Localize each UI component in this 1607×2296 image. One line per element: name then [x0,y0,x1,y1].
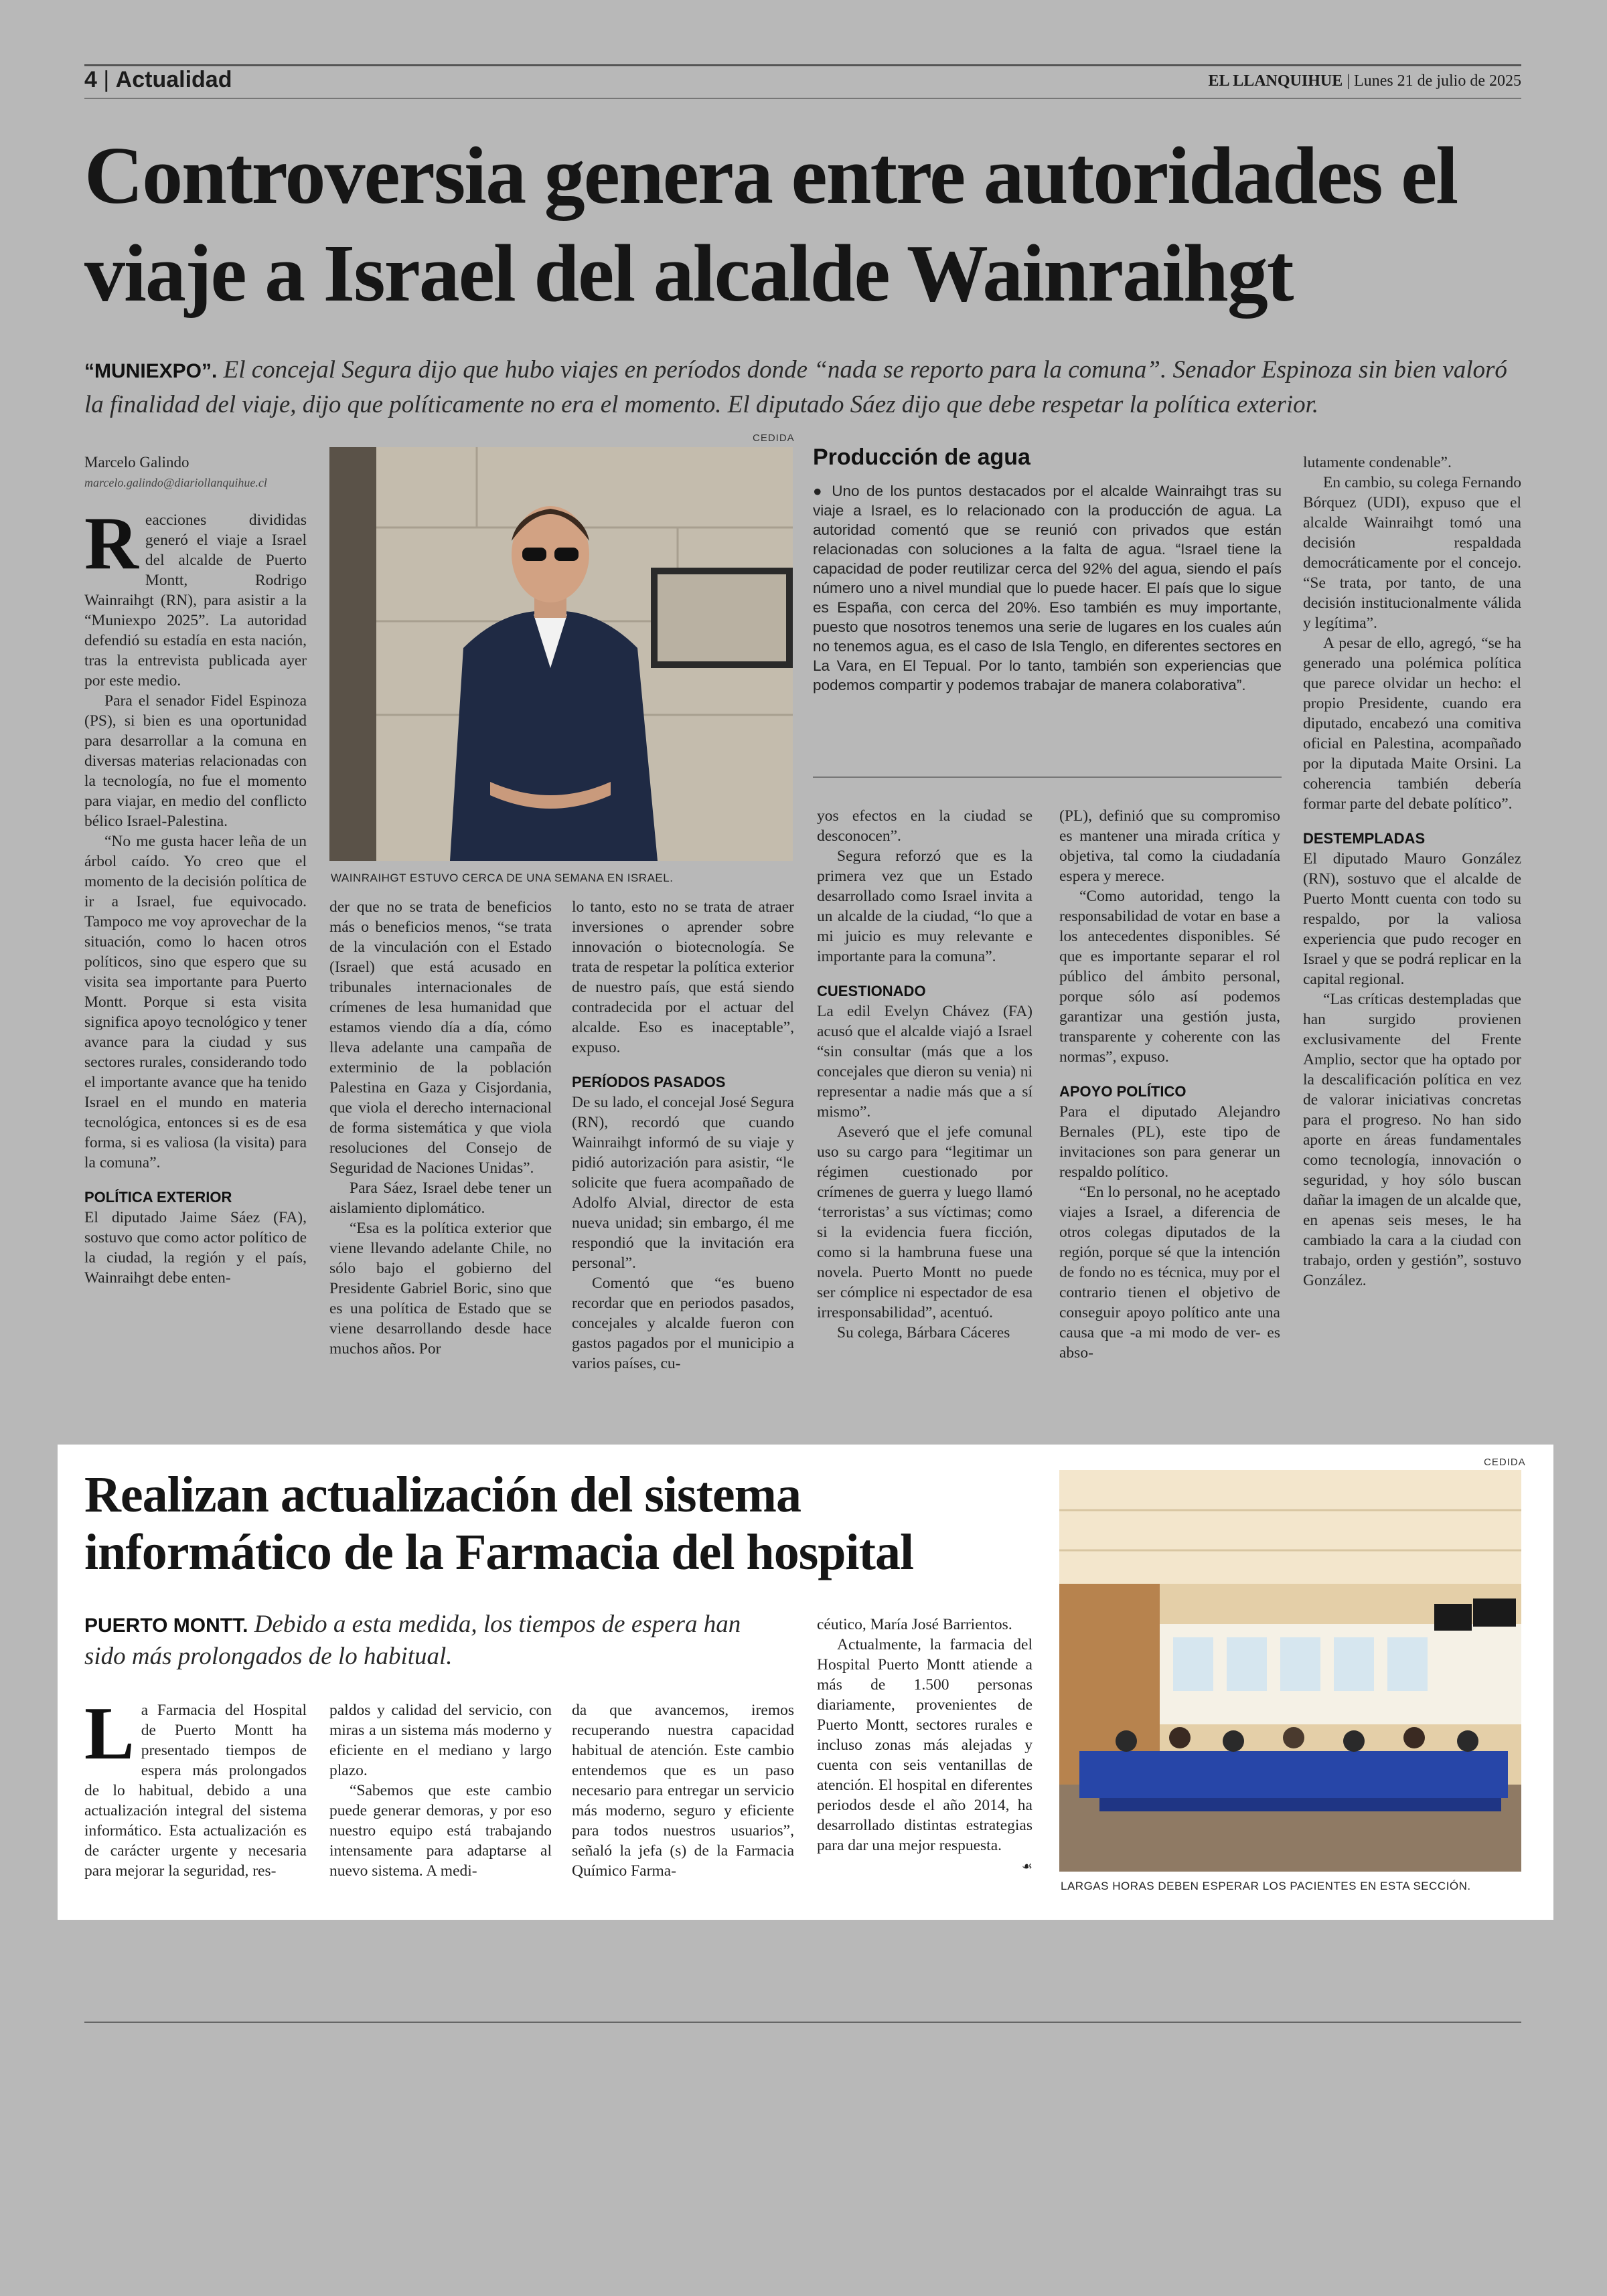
sidebar-divider [813,776,1282,778]
article-headline: Controversia genera entre autoridades el viaje a Israel del alcalde Wainraihgt [84,131,1458,319]
paragraph: Segura reforzó que es la primera vez que un Estado desarrollado como Israel invita a un alcalde de la ciudad, “lo que a mi juicio es muy relevante e importante para la comuna”. [817,847,1032,965]
pharmacy-waiting-room-photo [1059,1470,1521,1872]
article-column-5 [1059,806,1280,1363]
paragraph: lutamente condenable”. [1303,454,1452,471]
pharmacy-photo-caption: LARGAS HORAS DEBEN ESPERAR LOS PACIENTES EN ESTA SECCIÓN. [1061,1880,1471,1892]
paragraph: céutico, María José Barrientos. [817,1616,1012,1633]
paragraph: La edil Evelyn Chávez (FA) acusó que el alcalde viajó a Israel “sin consultar (más que a los concejales que dieron su venia) ni representar a nadie más que a sí mismo”. [817,1003,1032,1121]
subheading: POLÍTICA EXTERIOR [84,1189,232,1206]
sidebar-water [813,444,1282,695]
masthead-info: EL LLANQUIHUE | Lunes 21 de julio de 2025 [1208,72,1521,90]
article-deck [84,353,1531,422]
paragraph: eacciones divididas generó el viaje a Israel del alcalde de Puerto Montt, Rodrigo Wainraihgt (RN), para asistir a la “Muniexpo 2025”. La autoridad defendió su estadía en esta nación, tras la entrevista publicada ayer por este medio. [84,511,307,689]
paragraph: A pesar de ello, agregó, “se ha generado una polémica política que parece olvidar un hecho: el propio Presidente, cuando era diputado, encabezó una comitiva oficial en Palestina, acompañado por la diputada Maite Orsini. La coherencia también debería formar parte del debate político”. [1303,635,1521,813]
paragraph: “Las críticas destempladas que han surgido provienen exclusivamente del Frente Amplio, sector que ha optado por la descalificación política en vez de valorar iniciativas concretas para el progreso. No han sido aporte en áreas fundamentales como tecnología, innovación o seguridad, y hoy sólo buscan dañar la imagen de un alcalde que, en apenas seis meses, le ha cambiado la cara a la ciudad con trabajo, orden y gestión”, sostuvo González. [1303,991,1521,1289]
newspaper-name: EL LLANQUIHUE [1208,72,1343,90]
paragraph: Para el senador Fidel Espinoza (PS), si bien es una oportunidad para desarrollar a la comuna en diversas materias relacionadas con la tecnología, no fue el momento para viajar, en medio del conflicto bélico Israel-Palestina. [84,692,307,830]
paragraph: Comentó que “es bueno recordar que en periodos pasados, concejales y alcalde fueron con gastos pagados por el municipio a varios países, cu- [572,1275,794,1372]
paragraph: da que avancemos, iremos recuperando nuestra capacidad habitual de atención. Este cambio entendemos que es un paso necesario para entregar un servicio más moderno, seguro y eficiente para todos nuestros usuarios”, señaló la jefa (s) de la Farmacia Químico Farma- [572,1702,794,1880]
mayor-illustration [329,447,793,861]
pharmacy-column-4 [817,1615,1032,1877]
paragraph: paldos y calidad del servicio, con miras a un sistema más moderno y eficiente en el mediano y largo plazo. [329,1702,552,1779]
subheading: PERÍODOS PASADOS [572,1074,726,1090]
article-column-4 [817,806,1032,1343]
paragraph: “Esa es la política exterior que viene llevando adelante Chile, no sólo bajo el gobierno del Presidente Gabriel Boric, sino que es una política de Estado que se viene desarrollando desde hace muchos años. Por [329,1220,552,1358]
paragraph: (PL), definió que su compromiso es mantener una mirada crítica y objetiva, tal como la ciudadanía espera y merece. [1059,807,1280,885]
paragraph: Para Sáez, Israel debe tener un aislamiento diplomático. [329,1179,552,1217]
paragraph: Su colega, Bárbara Cáceres [837,1324,1010,1341]
pharmacy-headline: Realizan actualización del sistema informático de la Farmacia del hospital [84,1467,914,1580]
article-column-6 [1303,453,1521,1291]
section-header: 4 | Actualidad [84,67,232,92]
paragraph: Para el diputado Alejandro Bernales (PL), este tipo de invitaciones son para generar un respaldo político. [1059,1103,1280,1181]
paragraph: En cambio, su colega Fernando Bórquez (UDI), expuso que el alcalde Wainraihgt tomó una decisión respaldada democráticamente por el concejo. “Se trata, por tanto, de una decisión institucionalmente válida y legítima”. [1303,474,1521,632]
article-column-2 [329,897,552,1359]
paragraph: der que no se trata de beneficios más o beneficios menos, “se trata de la vinculación con el Estado (Israel) que está acusado en tribunales internacionales de crímenes de lesa humanidad que estamos viendo día a día, cómo lleva adelante una campaña de exterminio de la población Palestina en Gaza y Cisjordania, que viola el derecho internacional de forma sistemática y que viola resoluciones del Consejo de Seguridad de Naciones Unidas”. [329,898,552,1177]
deck-label: “MUNIEXPO”. [84,360,218,382]
pharmacy-deck-text: Debido a esta medida, los tiempos de espera han sido más prolongados de lo habitual. [84,1611,741,1670]
bullet-icon: ● [813,483,832,499]
photo-credit: CEDIDA [753,432,795,444]
subheading: CUESTIONADO [817,983,926,999]
paragraph: Actualmente, la farmacia del Hospital Puerto Montt atiende a más de 1.500 personas diariamente, provenientes de Puerto Montt, sectores rurales e incluso zonas más alejadas y cuenta con seis ventanillas de atención. El hospital en diferentes periodos desde el año 2014, ha desarrollado distintas estrategias para dar una mejor respuesta. [817,1636,1032,1854]
issue-date: Lunes 21 de julio de 2025 [1354,72,1521,90]
pharmacy-column-1 [84,1692,307,1881]
paragraph: lo tanto, esto no se trata de atraer inversiones o aprender sobre innovación o biotecnología. Se trata de respetar la política exterior de nuestro país, que está siendo contradecida por el actuar del alcalde. Eso es inaceptable”, expuso. [572,898,794,1056]
article-column-3 [572,897,794,1374]
header-rule [84,98,1521,99]
paragraph: “Sabemos que este cambio puede generar demoras, y por eso nuestro equipo está trabajando intensamente para adaptarse al nuevo sistema. A medi- [329,1782,552,1880]
photo-caption: WAINRAIHGT ESTUVO CERCA DE UNA SEMANA EN ISRAEL. [331,872,674,884]
pharmacy-column-3 [572,1700,794,1881]
author-email: marcelo.galindo@diariollanquihue.cl [84,476,267,489]
subheading: DESTEMPLADAS [1303,830,1426,847]
pharmacy-column-2 [329,1700,552,1881]
sidebar-title: Producción de agua [813,444,1030,470]
drop-cap: L [84,1692,135,1775]
pharmacy-deck [84,1609,754,1672]
article-column-1 [84,453,307,1288]
paragraph: “No me gusta hacer leña de un árbol caído. Yo creo que el momento de la decisión política de ir a Israel, fue equivocado. Tampoco me voy aprovechar de la situación, como lo hacen otros políticos, sino que espero que su visita sea importante para Puerto Montt. Porque si esta visita significa apoyo tecnológico y tener avance para la ciudad y sus sectores rurales, considerando todo el importante avance que ha tenido Israel en el mundo en materia tecnológica, entonces si es de esa forma, si es valiosa (la visita) para la comuna”. [84,833,307,1171]
paragraph: “Como autoridad, tengo la responsabilidad de votar en base a los antecedentes disponibles. Sé que es importante separar el rol público del ámbito personal, porque sólo así podemos garantizar una gestión justa, transparente y coherente con las normas”, expuso. [1059,888,1280,1066]
subheading: APOYO POLÍTICO [1059,1083,1187,1100]
bottom-rule [84,2022,1521,2023]
paragraph: Aseveró que el jefe comunal uso su cargo para “legitimar un régimen cuestionado por crímenes de guerra y luego llamó ‘terroristas’ a sus víctimas; como si la evidencia fuera ficción, como si la hambruna fuese una novela. Puerto Montt no puede ser cómplice ni espectador de esa irresponsabilidad”, acentuó. [817,1123,1032,1321]
pharmacy-photo-credit: CEDIDA [1484,1457,1526,1468]
author-name: Marcelo Galindo [84,454,189,471]
paragraph: a Farmacia del Hospital de Puerto Montt ha presentado tiempos de espera más prolongados de lo habitual, debido a una actualización integral del sistema informático. Esta actualización es de carácter urgente y necesaria para mejorar la seguridad, res- [84,1702,307,1880]
pharmacy-deck-label: PUERTO MONTT. [84,1615,248,1637]
paragraph: “En lo personal, no he aceptado viajes a Israel, a diferencia de otros colegas diputados de la región, porque sé que la intención de fondo no es técnica, muy por el contrario tienen el objetivo de conseguir apoyo político ante una causa que -a mi modo de ver- es abso- [1059,1183,1280,1362]
end-mark-icon: ☙ [1021,1860,1032,1874]
paragraph: El diputado Mauro González (RN), sostuvo que el alcalde de Puerto Montt cuenta con todo su respaldo, por la valiosa experiencia que pudo recoger en Israel y que se podrá replicar en la capital regional. [1303,850,1521,988]
top-rule [84,64,1521,66]
sidebar-text: Uno de los puntos destacados por el alcalde Wainraihgt tras su viaje a Israel, es lo relacionado con la producción de agua. La autoridad comentó que se reunió con privados que están relacionadas con soluciones a la falta de agua. “Israel tiene la capacidad de poder reutilizar cerca del 92% del agua, siendo el país número uno a nivel mundial que lo puede hacer. El país que lo sigue es España, con cerca del 20%. Eso también es muy importante, puesto que nosotros tenemos una serie de lugares en los cuales aún no tenemos agua, es el caso de Isla Tenglo, en diferentes sectores en La Vara, en El Tepual. Por lo tanto, también son experiencias que podemos compartir y podemos trabajar de manera colaborativa”. [813,483,1282,693]
page-number: 4 [84,67,97,92]
mayor-photo [329,447,793,861]
paragraph: El diputado Jaime Sáez (FA), sostuvo que como actor político de la ciudad, la región y el país, Wainraihgt debe enten- [84,1209,307,1287]
deck-text: El concejal Segura dijo que hubo viajes en períodos donde “nada se reporto para la comuna”. Senador Espinoza sin bien valoró la finalidad del viaje, dijo que políticamente no era el momento. El diputado Sáez dijo que debe respetar la política exterior. [84,356,1507,418]
paragraph: yos efectos en la ciudad se desconocen”. [817,807,1032,845]
waiting-room-illustration [1059,1470,1521,1872]
section-name: Actualidad [115,67,232,92]
drop-cap: R [84,502,139,585]
paragraph: De su lado, el concejal José Segura (RN), recordó que cuando Wainraihgt informó de su viaje y pidió autorización para asistir, “le solicite que fuera acompañado de Adolfo Alvial, director de esta nueva unidad; sin embargo, él me respondió que la invitación era personal”. [572,1094,794,1272]
